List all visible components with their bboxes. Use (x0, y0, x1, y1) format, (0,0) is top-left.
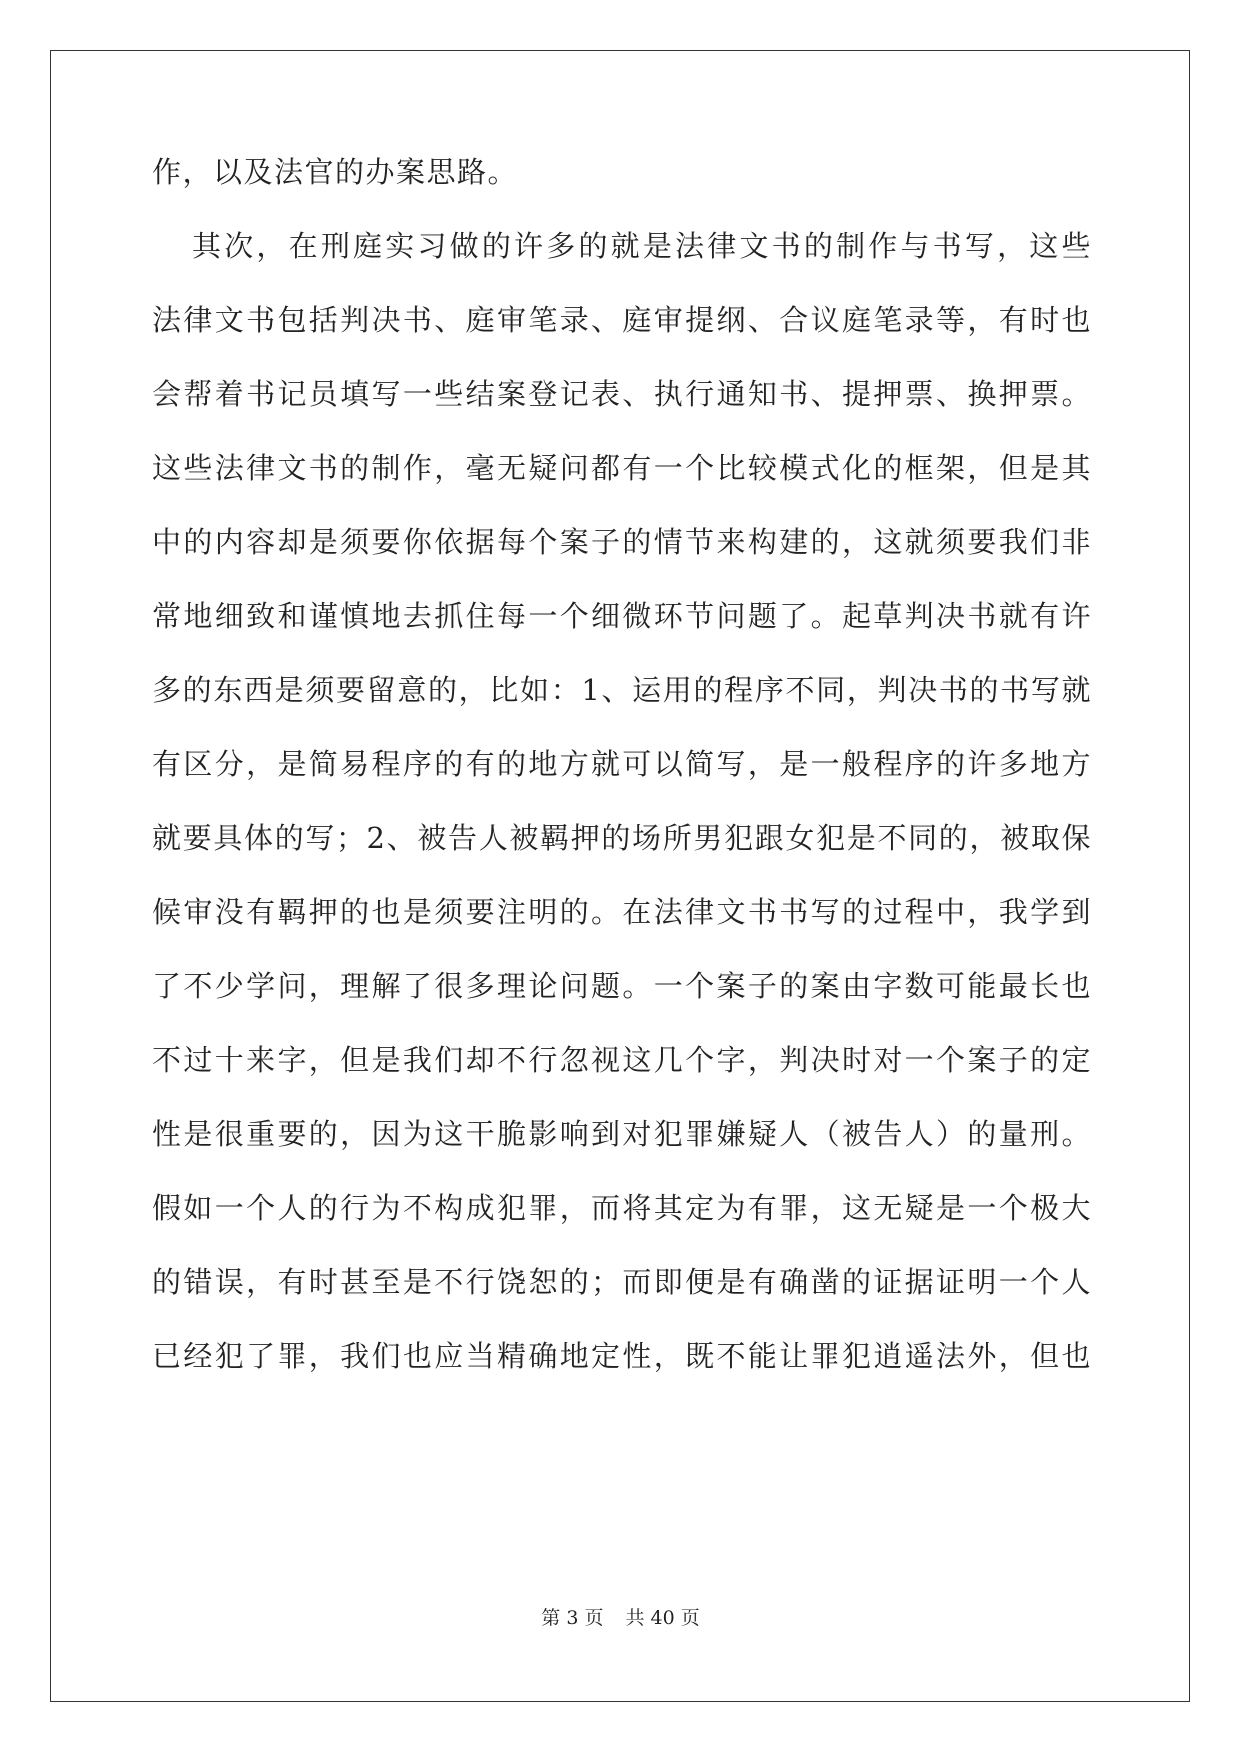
text-line-3: 法律文书包括判决书、庭审笔录、庭审提纲、合议庭笔录等，有时也 (152, 303, 1092, 337)
text-line-4: 会帮着书记员填写一些结案登记表、执行通知书、提押票、换押票。 (152, 377, 1092, 411)
text-line-5: 这些法律文书的制作，毫无疑问都有一个比较模式化的框架，但是其 (152, 451, 1092, 485)
page-frame (50, 50, 1190, 1702)
text-line-1: 作，以及法官的办案思路。 (152, 155, 519, 189)
text-line-8: 多的东西是须要留意的，比如：1、运用的程序不同，判决书的书写就 (152, 673, 1092, 707)
text-line-7: 常地细致和谨慎地去抓住每一个细微环节问题了。起草判决书就有许 (152, 599, 1092, 633)
page-number: 第 3 页 (541, 1607, 604, 1629)
text-line-9: 有区分，是简易程序的有的地方就可以简写，是一般程序的许多地方 (152, 747, 1092, 781)
text-line-2: 其次，在刑庭实习做的许多的就是法律文书的制作与书写，这些 (192, 229, 1092, 263)
text-line-13: 不过十来字，但是我们却不行忽视这几个字，判决时对一个案子的定 (152, 1043, 1092, 1077)
text-line-12: 了不少学问，理解了很多理论问题。一个案子的案由字数可能最长也 (152, 969, 1092, 1003)
text-line-11: 候审没有羁押的也是须要注明的。在法律文书书写的过程中，我学到 (152, 895, 1092, 929)
text-line-10: 就要具体的写；2、被告人被羁押的场所男犯跟女犯是不同的，被取保 (152, 821, 1092, 855)
text-line-16: 的错误，有时甚至是不行饶恕的；而即便是有确凿的证据证明一个人 (152, 1265, 1092, 1299)
text-line-17: 已经犯了罪，我们也应当精确地定性，既不能让罪犯逍遥法外，但也 (152, 1339, 1092, 1373)
text-line-14: 性是很重要的，因为这干脆影响到对犯罪嫌疑人（被告人）的量刑。 (152, 1117, 1092, 1151)
text-line-15: 假如一个人的行为不构成犯罪，而将其定为有罪，这无疑是一个极大 (152, 1191, 1092, 1225)
text-line-6: 中的内容却是须要你依据每个案子的情节来构建的，这就须要我们非 (152, 525, 1092, 559)
page-total: 共 40 页 (625, 1607, 700, 1629)
page-footer (0, 1606, 1241, 1630)
